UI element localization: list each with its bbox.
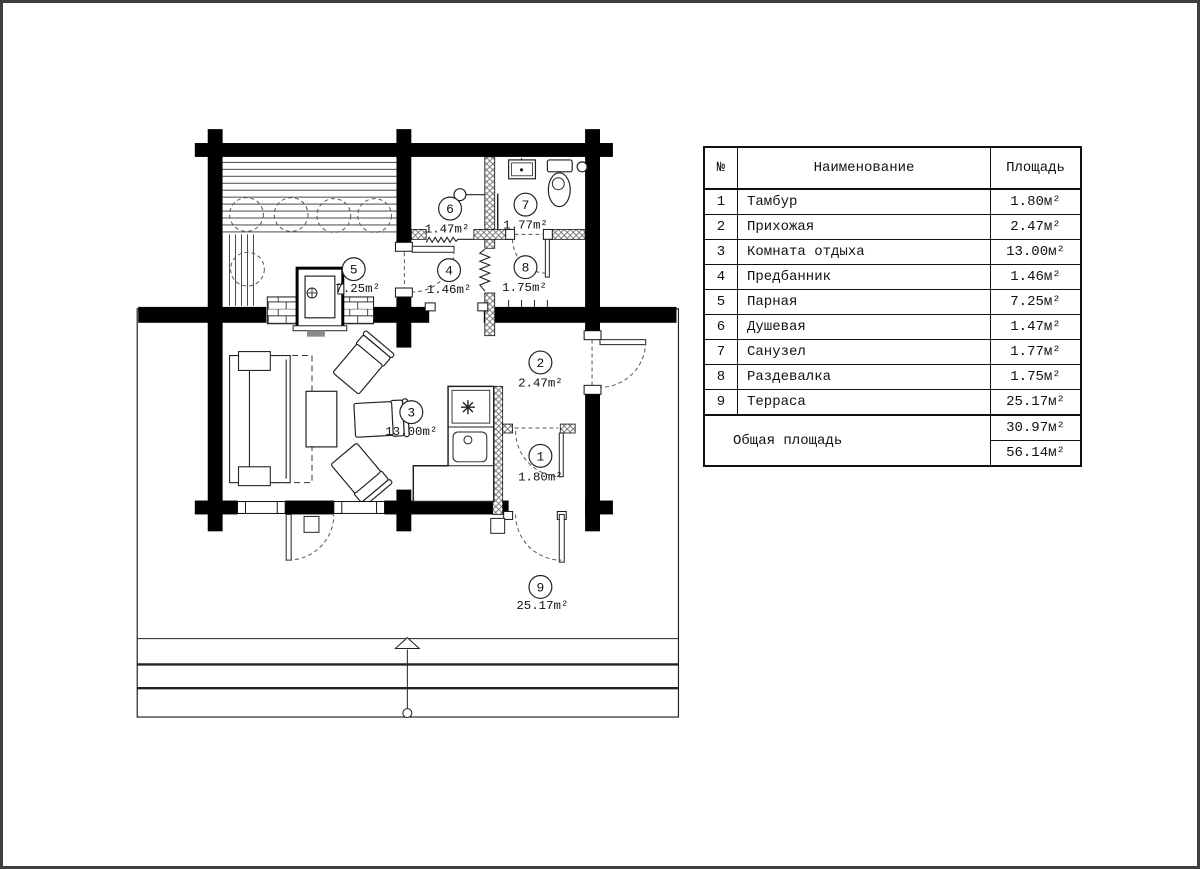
row-area: 13.00м²	[991, 240, 1082, 265]
row-area: 1.75м²	[991, 365, 1082, 390]
row-name: Санузел	[738, 340, 991, 365]
row-num: 8	[704, 365, 738, 390]
row-area: 1.80м²	[991, 189, 1082, 215]
row-area: 25.17м²	[991, 390, 1082, 416]
row-area: 1.46м²	[991, 265, 1082, 290]
row-area: 1.47м²	[991, 315, 1082, 340]
row-name: Прихожая	[738, 215, 991, 240]
table-row	[704, 240, 1081, 265]
svg-text:1.75m²: 1.75m²	[502, 280, 547, 295]
svg-text:7.25m²: 7.25m²	[335, 281, 381, 296]
row-area: 7.25м²	[991, 290, 1082, 315]
row-num: 1	[704, 189, 738, 215]
row-area: 1.77м²	[991, 340, 1082, 365]
svg-text:2.47m²: 2.47m²	[518, 376, 563, 391]
entrance-arrow-icon	[395, 638, 419, 718]
table-row	[704, 290, 1081, 315]
svg-text:25.17m²: 25.17m²	[516, 598, 569, 613]
total-label: Общая площадь	[704, 415, 991, 466]
row-num: 3	[704, 240, 738, 265]
total-overall-area: 56.14м²	[991, 441, 1082, 467]
sofa	[230, 352, 291, 486]
svg-text:1.46m²: 1.46m²	[426, 282, 472, 297]
row-name: Раздевалка	[738, 365, 991, 390]
svg-text:4: 4	[445, 263, 453, 279]
svg-text:3: 3	[407, 405, 416, 421]
svg-text:5: 5	[349, 262, 358, 278]
coffee-table	[306, 391, 337, 447]
svg-text:1: 1	[536, 449, 545, 465]
row-name: Душевая	[738, 315, 991, 340]
row-area: 2.47м²	[991, 215, 1082, 240]
row-name: Терраса	[738, 390, 991, 416]
svg-text:8: 8	[521, 260, 530, 276]
door-terrace-living	[286, 514, 334, 560]
floor-drain-icon	[577, 162, 587, 172]
table-row	[704, 265, 1081, 290]
svg-text:6: 6	[446, 202, 454, 218]
toilet	[547, 160, 572, 207]
row-num: 9	[704, 390, 738, 416]
row-name: Предбанник	[738, 265, 991, 290]
room-label-9	[516, 576, 568, 613]
header-name: Наименование	[738, 147, 991, 189]
row-num: 4	[704, 265, 738, 290]
svg-text:1.77m²: 1.77m²	[503, 218, 548, 233]
svg-text:9: 9	[536, 580, 545, 596]
svg-text:1.80m²: 1.80m²	[518, 470, 563, 485]
header-area: Площадь	[991, 147, 1082, 189]
table-row	[704, 215, 1081, 240]
total-row	[704, 415, 1081, 441]
row-name: Тамбур	[738, 189, 991, 215]
row-num: 2	[704, 215, 738, 240]
burner-icon	[461, 400, 475, 414]
table-row	[704, 340, 1081, 365]
table-row	[704, 315, 1081, 340]
table-row	[704, 365, 1081, 390]
svg-text:2: 2	[536, 355, 545, 371]
svg-text:13.00m²: 13.00m²	[385, 424, 438, 439]
row-num: 7	[704, 340, 738, 365]
svg-text:7: 7	[521, 198, 530, 214]
area-table	[703, 146, 1082, 467]
total-indoor-area: 30.97м²	[991, 415, 1082, 441]
table-header-row	[704, 147, 1081, 189]
header-num: №	[704, 147, 738, 189]
row-num: 6	[704, 315, 738, 340]
door-terrace-tambur	[491, 511, 566, 562]
table-row	[704, 189, 1081, 215]
row-name: Комната отдыха	[738, 240, 991, 265]
row-num: 5	[704, 290, 738, 315]
table-row	[704, 390, 1081, 416]
washbasin	[509, 158, 536, 179]
svg-text:1.47m²: 1.47m²	[424, 222, 470, 237]
row-name: Парная	[738, 290, 991, 315]
